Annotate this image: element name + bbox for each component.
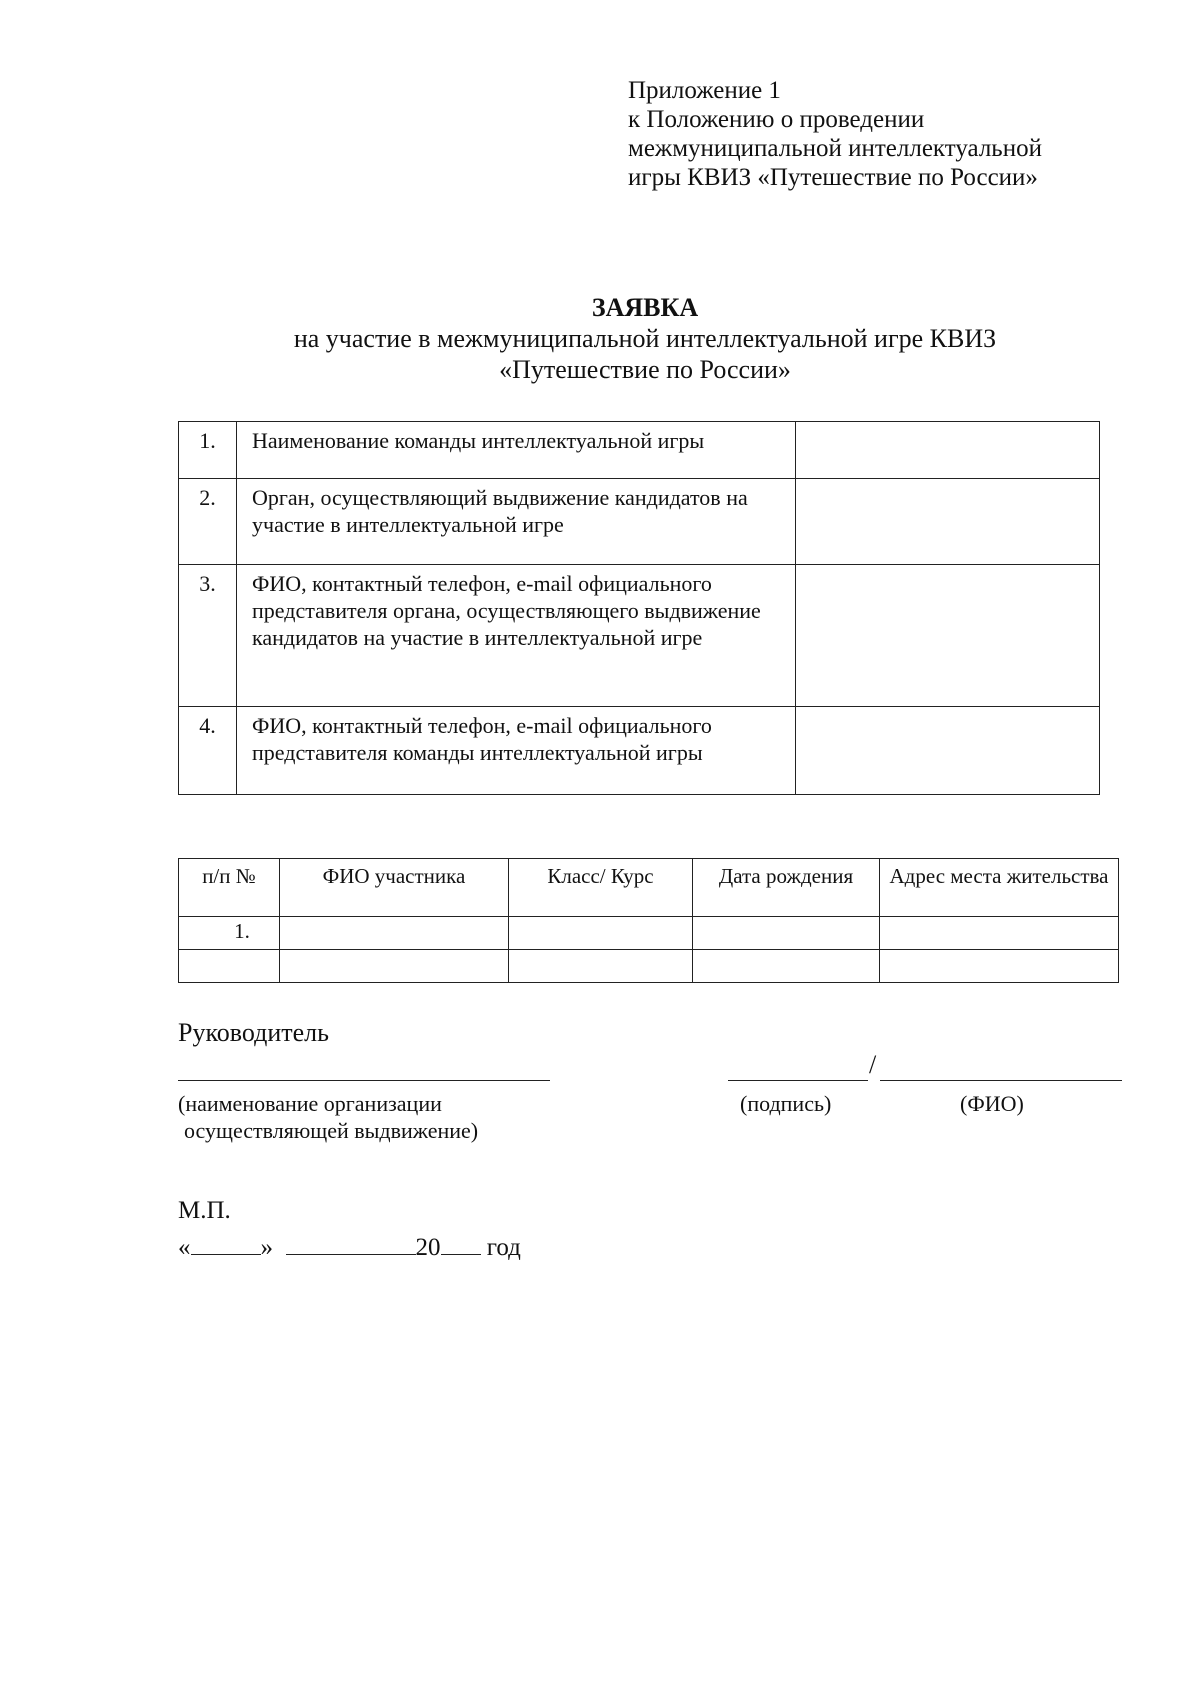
column-header-number: п/п № <box>179 859 280 917</box>
title-subtitle-2: «Путешествие по России» <box>499 355 791 384</box>
year-blank[interactable] <box>441 1234 481 1255</box>
application-info-table <box>178 421 1100 795</box>
participant-address-cell[interactable] <box>880 917 1119 950</box>
column-header-birthdate: Дата рождения <box>693 859 880 917</box>
org-caption-line-1: (наименование организации <box>178 1091 442 1116</box>
participant-birthdate-cell[interactable] <box>693 950 880 983</box>
appendix-line-2: к Положению о проведении <box>628 106 925 133</box>
signature-slash: / <box>869 1050 877 1079</box>
year-suffix: год <box>486 1234 521 1261</box>
title-subtitle-1: на участие в межмуниципальной интеллектуальной игре КВИЗ <box>293 324 997 353</box>
fio-caption: (ФИО) <box>960 1091 1024 1116</box>
document-title <box>0 292 1200 385</box>
signature-line[interactable] <box>728 1080 868 1081</box>
org-name-line[interactable] <box>178 1080 550 1081</box>
participant-number <box>179 950 280 983</box>
appendix-line-4: игры КВИЗ «Путешествие по России» <box>628 164 1038 191</box>
info-row-value-field[interactable] <box>796 422 1100 479</box>
table-row <box>179 917 1119 950</box>
participant-name-cell[interactable] <box>280 950 509 983</box>
info-row <box>179 422 1100 479</box>
participant-class-cell[interactable] <box>509 950 693 983</box>
leader-label: Руководитель <box>178 1018 329 1047</box>
appendix-header <box>628 76 1042 192</box>
appendix-line-1: Приложение 1 <box>628 77 781 104</box>
info-row-number: 4. <box>179 707 237 795</box>
info-row-number: 1. <box>179 422 237 479</box>
info-row-label: ФИО, контактный телефон, e-mail официального представителя органа, осуществляющего выдвижение кандидатов на участие в интеллектуальной игре <box>237 565 796 707</box>
participant-number: 1. <box>179 917 280 950</box>
stamp-place-label: М.П. <box>178 1197 231 1224</box>
info-row-value-field[interactable] <box>796 707 1100 795</box>
info-row-label: ФИО, контактный телефон, e-mail официального представителя команды интеллектуальной игры <box>237 707 796 795</box>
month-blank[interactable] <box>286 1234 416 1255</box>
column-header-class: Класс/ Курс <box>509 859 693 917</box>
date-close-quote: » <box>260 1234 273 1261</box>
signature-caption: (подпись) <box>740 1091 832 1116</box>
title-main: ЗАЯВКА <box>591 293 699 322</box>
table-row <box>179 950 1119 983</box>
day-blank[interactable] <box>191 1234 261 1255</box>
info-row-label: Орган, осуществляющий выдвижение кандидатов на участие в интеллектуальной игре <box>237 479 796 565</box>
org-caption-line-2: осуществляющей выдвижение) <box>184 1118 479 1143</box>
info-row <box>179 479 1100 565</box>
column-header-address: Адрес места жительства <box>880 859 1119 917</box>
column-header-name: ФИО участника <box>280 859 509 917</box>
date-open-quote: « <box>178 1234 191 1261</box>
participant-name-cell[interactable] <box>280 917 509 950</box>
year-prefix: 20 <box>415 1234 441 1261</box>
info-row-label: Наименование команды интеллектуальной игры <box>237 422 796 479</box>
info-row-value-field[interactable] <box>796 479 1100 565</box>
fio-line[interactable] <box>880 1080 1122 1081</box>
participant-class-cell[interactable] <box>509 917 693 950</box>
info-row-number: 3. <box>179 565 237 707</box>
participants-table <box>178 858 1119 983</box>
participant-address-cell[interactable] <box>880 950 1119 983</box>
participant-birthdate-cell[interactable] <box>693 917 880 950</box>
info-row <box>179 565 1100 707</box>
participants-header-row <box>179 859 1119 917</box>
appendix-line-3: межмуниципальной интеллектуальной <box>628 135 1042 162</box>
info-row-number: 2. <box>179 479 237 565</box>
info-row-value-field[interactable] <box>796 565 1100 707</box>
info-row <box>179 707 1100 795</box>
date-line <box>178 1234 521 1262</box>
